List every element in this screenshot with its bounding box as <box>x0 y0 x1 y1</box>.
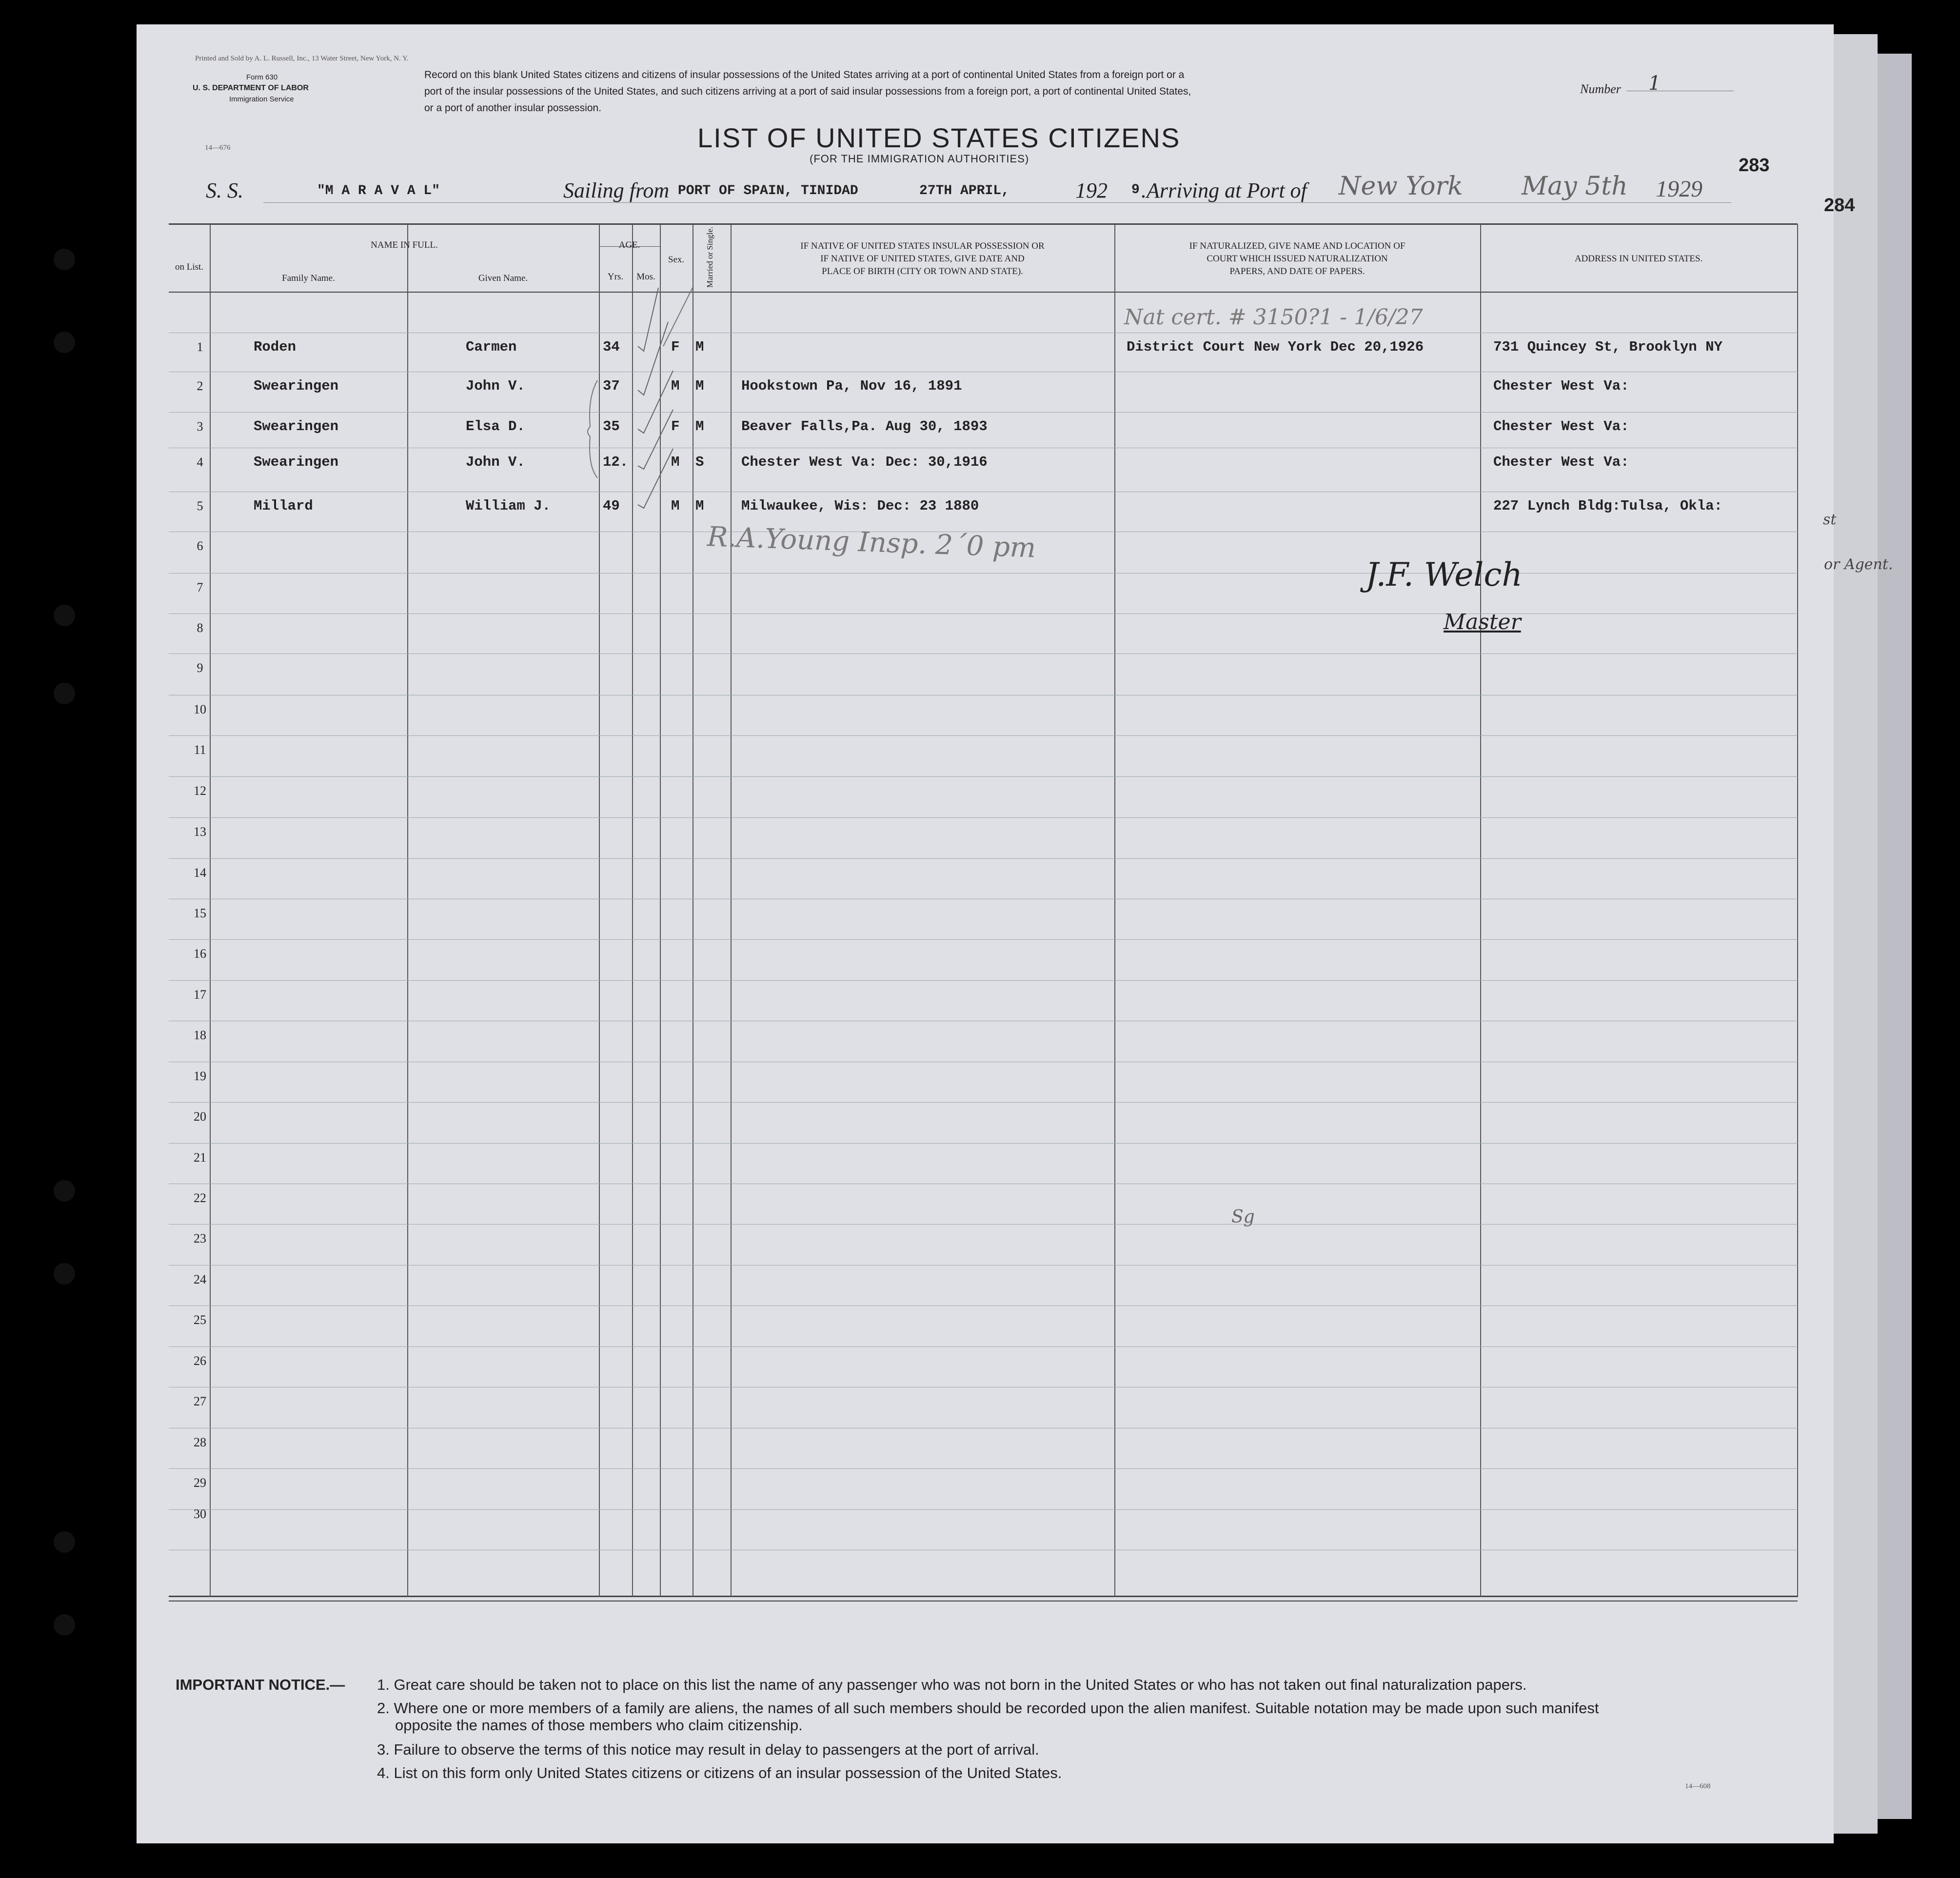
col-divider <box>1114 224 1115 1597</box>
us-address: 227 Lynch Bldg:Tulsa, Okla: <box>1493 498 1722 514</box>
binder-hole <box>54 1531 75 1553</box>
row-number: 23 <box>194 1231 206 1245</box>
row-rule <box>169 1346 1798 1347</box>
page-title: LIST OF UNITED STATES CITIZENS <box>697 122 1181 153</box>
col-birth-line2: IF NATIVE OF UNITED STATES, GIVE DATE AND <box>820 254 1025 264</box>
marital-status: M <box>695 418 704 435</box>
birth-info: Hookstown Pa, Nov 16, 1891 <box>741 378 962 394</box>
row-rule <box>169 613 1798 614</box>
footer-form-code: 14—608 <box>1685 1782 1711 1790</box>
given-name: Carmen <box>466 339 517 355</box>
year-digit: 9 <box>1131 182 1140 198</box>
age-years: 12. <box>603 454 629 470</box>
ship-name: "M A R A V A L" <box>317 183 440 198</box>
col-divider <box>1480 224 1481 1597</box>
row-number: 26 <box>194 1354 206 1368</box>
marital-status: M <box>695 339 704 355</box>
row-number: 27 <box>194 1394 206 1408</box>
row-number: 9 <box>197 661 203 675</box>
row-number: 18 <box>194 1028 206 1042</box>
us-address: Chester West Va: <box>1493 454 1629 470</box>
naturalization-cert-note: Nat cert. # 3150?1 - 1/6/27 <box>1124 305 1423 330</box>
sex: F <box>671 339 680 355</box>
row-number: 15 <box>194 906 206 920</box>
age-years: 37 <box>603 378 620 394</box>
age-years: 35 <box>603 418 620 435</box>
marital-status: M <box>695 378 704 394</box>
col-mos: Mos. <box>636 272 655 282</box>
col-given-name: Given Name. <box>478 273 528 283</box>
notice-item-1: 1. Great care should be taken not to place on this list the name of any passenger who was not born in the United States or who has not taken out final naturalization papers. <box>377 1676 1527 1693</box>
binder-hole <box>54 605 75 626</box>
family-name: Roden <box>254 339 297 355</box>
row-number: 20 <box>194 1109 206 1124</box>
master-signature: J.F. Welch <box>1366 556 1523 593</box>
row-number: 22 <box>194 1191 206 1205</box>
row-rule <box>169 412 1798 413</box>
row-number: 21 <box>194 1150 206 1165</box>
notice-item-3: 3. Failure to observe the terms of this notice may result in delay to passengers at the port of arrival. <box>377 1741 1039 1758</box>
department: U. S. DEPARTMENT OF LABOR <box>193 84 309 92</box>
row-number: 3 <box>197 419 203 434</box>
row-number: 14 <box>194 866 206 880</box>
row-number: 2 <box>197 379 203 393</box>
col-birth-line3: PLACE OF BIRTH (CITY OR TOWN AND STATE). <box>822 266 1023 277</box>
family-name: Millard <box>254 498 313 514</box>
col-on-list: on List. <box>175 262 204 272</box>
birth-info: Chester West Va: Dec: 30,1916 <box>741 454 988 470</box>
row-rule <box>169 980 1798 981</box>
row-number: 28 <box>194 1435 206 1449</box>
family-name: Swearingen <box>254 454 339 470</box>
date-from: 27TH APRIL, <box>919 183 1010 198</box>
sex: F <box>671 418 680 435</box>
marital-status: S <box>695 454 704 470</box>
birth-info: Beaver Falls,Pa. Aug 30, 1893 <box>741 418 988 435</box>
next-page-edge <box>1834 34 1878 1834</box>
col-divider <box>407 224 408 1597</box>
sex: M <box>671 378 680 394</box>
instructions-line2: port of the insular possessions of the United States, and such citizens arriving at a port of said insular possessions from a foreign port, a port of continental United States, <box>424 86 1191 97</box>
family-bracket <box>583 378 602 480</box>
us-address: Chester West Va: <box>1493 418 1629 435</box>
given-name: John V. <box>466 454 525 470</box>
us-address: 731 Quincey St, Brooklyn NY <box>1493 339 1722 355</box>
notice-item-2b: opposite the names of those members who claim citizenship. <box>395 1717 803 1734</box>
row-rule <box>169 1305 1798 1306</box>
row-number: 29 <box>194 1476 206 1490</box>
master-title: Master <box>1444 610 1521 634</box>
row-number: 19 <box>194 1069 206 1083</box>
row-rule <box>169 1143 1798 1144</box>
row-number: 8 <box>197 621 203 635</box>
given-name: John V. <box>466 378 525 394</box>
row-number: 1 <box>197 340 203 354</box>
sailing-label: Sailing from <box>563 178 670 202</box>
page-subtitle: (FOR THE IMMIGRATION AUTHORITIES) <box>810 153 1029 165</box>
check-marks <box>624 278 722 522</box>
family-name: Swearingen <box>254 378 339 394</box>
binder-hole <box>54 683 75 704</box>
port-to: New York <box>1339 172 1463 201</box>
col-age: AGE. <box>618 240 640 250</box>
arrival-date: May 5th <box>1522 172 1628 201</box>
next-page-number: 284 <box>1824 195 1855 216</box>
given-name: William J. <box>466 498 551 514</box>
margin-note-1: st <box>1823 511 1837 528</box>
family-name: Swearingen <box>254 418 339 435</box>
voyage-underline <box>263 202 1731 203</box>
binder-hole <box>54 332 75 353</box>
port-from: PORT OF SPAIN, TINIDAD <box>678 183 858 198</box>
row-rule <box>169 1509 1798 1510</box>
header-bottom-border <box>169 292 1798 293</box>
row-number: 7 <box>197 580 203 594</box>
col-yrs: Yrs. <box>607 272 624 282</box>
margin-note-2: or Agent. <box>1824 556 1893 573</box>
form-number: Form 630 <box>246 73 278 81</box>
inspector-note: R.A.Young Insp. 2´0 pm <box>707 521 1037 564</box>
form-code: 14—676 <box>205 144 231 152</box>
printer-note: Printed and Sold by A. L. Russell, Inc., 13 Water Street, New York, N. Y. <box>195 55 409 62</box>
arrival-year: 1929 <box>1656 176 1703 202</box>
binder-hole <box>54 1263 75 1285</box>
row-rule <box>169 735 1798 736</box>
row-rule <box>169 858 1798 859</box>
age-years: 34 <box>603 339 620 355</box>
row-number: 6 <box>197 539 203 553</box>
notice-item-2a: 2. Where one or more members of a family are aliens, the names of all such members should be recorded upon the alien manifest. Suitable notation may be made upon such manifest <box>377 1700 1599 1717</box>
row-number: 12 <box>194 784 206 798</box>
col-name-in-full: NAME IN FULL. <box>371 240 438 250</box>
manifest-sheet <box>137 24 1837 1843</box>
row-rule <box>169 939 1798 940</box>
ss-label: S. S. <box>206 178 243 202</box>
number-value: 1 <box>1648 72 1661 95</box>
page-number: 283 <box>1739 155 1770 176</box>
row-rule <box>169 1102 1798 1103</box>
row-number: 30 <box>194 1507 206 1521</box>
marital-status: M <box>695 498 704 514</box>
col-sex: Sex. <box>668 255 685 265</box>
col-nat-line2: COURT WHICH ISSUED NATURALIZATION <box>1207 254 1388 264</box>
col-married-single: Married or Single. <box>705 226 714 288</box>
birth-info: Milwaukee, Wis: Dec: 23 1880 <box>741 498 979 514</box>
col-divider <box>1797 224 1798 1597</box>
naturalization-info: District Court New York Dec 20,1926 <box>1127 339 1424 355</box>
row-number: 5 <box>197 499 203 513</box>
us-address: Chester West Va: <box>1493 378 1629 394</box>
row-number: 4 <box>197 455 203 469</box>
col-address: ADDRESS IN UNITED STATES. <box>1574 254 1703 264</box>
binder-hole <box>54 1180 75 1202</box>
back-page-edge <box>1878 54 1912 1819</box>
service: Immigration Service <box>229 95 294 103</box>
table-top-border <box>169 223 1798 225</box>
row-number: 13 <box>194 825 206 839</box>
row-rule <box>169 1224 1798 1225</box>
age-years: 49 <box>603 498 620 514</box>
row-rule <box>169 653 1798 654</box>
row-number: 16 <box>194 947 206 961</box>
notice-heading: IMPORTANT NOTICE.— <box>176 1676 345 1693</box>
row-rule <box>169 776 1798 777</box>
col-family-name: Family Name. <box>282 273 335 283</box>
col-divider <box>731 224 732 1597</box>
arriving-label: .Arriving at Port of <box>1141 178 1307 202</box>
row-rule <box>169 1468 1798 1469</box>
year-printed: 192 <box>1075 178 1108 202</box>
instructions-line3: or a port of another insular possession. <box>424 102 602 114</box>
row-number: 11 <box>194 743 206 757</box>
notice-item-4: 4. List on this form only United States citizens or citizens of an insular possession of the United States. <box>377 1764 1062 1781</box>
initials-mark: Sg <box>1231 1207 1255 1227</box>
row-rule <box>169 817 1798 818</box>
row-number: 17 <box>194 988 206 1002</box>
row-number: 25 <box>194 1313 206 1327</box>
col-nat-line1: IF NATURALIZED, GIVE NAME AND LOCATION OF <box>1189 241 1406 251</box>
sex: M <box>671 454 680 470</box>
given-name: Elsa D. <box>466 418 525 435</box>
binder-hole <box>54 1614 75 1636</box>
number-label: Number <box>1580 82 1621 96</box>
row-number: 10 <box>194 702 206 716</box>
instructions-line1: Record on this blank United States citizens and citizens of insular possessions of the United States arriving at a port of continental United States from a foreign port or a <box>424 69 1185 80</box>
table-bottom-border <box>169 1596 1798 1597</box>
sex: M <box>671 498 680 514</box>
col-nat-line3: PAPERS, AND DATE OF PAPERS. <box>1229 266 1365 277</box>
col-birth-line1: IF NATIVE OF UNITED STATES INSULAR POSSESSION OR <box>800 241 1045 251</box>
binder-hole <box>54 249 75 270</box>
row-number: 24 <box>194 1272 206 1286</box>
